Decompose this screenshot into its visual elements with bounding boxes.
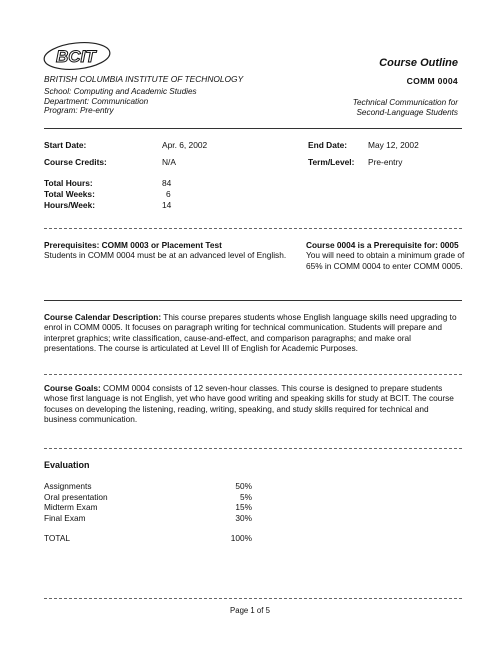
document-title: Course Outline [379,57,458,69]
total-weeks-label: Total Weeks: [44,189,95,199]
divider [44,300,462,301]
institute-name: BRITISH COLUMBIA INSTITUTE OF TECHNOLOGY [44,74,244,84]
evaluation-total-label: TOTAL [44,533,70,543]
evaluation-row [44,492,252,502]
school-info [44,87,197,116]
course-goals [44,383,462,424]
total-hours-value: 84 [162,178,172,188]
prerequisites-section [44,240,292,261]
total-hours-label: Total Hours: [44,178,93,188]
hours-per-week-value: 14 [162,200,172,210]
course-credits-value: N/A [162,157,176,167]
goals-label: Course Goals: [44,383,101,393]
term-level-label: Term/Level: [308,157,355,167]
evaluation-item-value: 30% [235,513,252,523]
start-date-value: Apr. 6, 2002 [162,140,208,150]
subtitle-line-1: Technical Communication for [352,98,458,107]
divider [44,374,462,375]
total-weeks-value: 6 [166,189,171,199]
evaluation-row [44,502,252,512]
evaluation-total-value: 100% [230,533,252,543]
description-text: This course prepares students whose English language skills need upgrading to enrol in COMM 0005. It focuses on paragraph writing for technical communication. Students will prepare and interpret graphics; write classification, cause-and-effect, and comparison paragraphs; and make oral presentations. The course is articulated at Level III of English for Academic Purposes. [44,312,457,353]
page-number: Page 1 of 5 [230,606,270,615]
evaluation-item-value: 50% [235,481,252,491]
term-level-value: Pre-entry [368,157,403,167]
prerequisite-for-text: You will need to obtain a minimum grade of 65% in COMM 0004 to enter COMM 0005. [306,250,465,271]
evaluation-total-row [44,533,252,543]
subtitle-line-2: Second-Language Students [356,107,458,117]
svg-text:BCIT: BCIT [56,47,96,66]
bcit-logo [42,40,112,74]
school-line: School: Computing and Academic Studies [44,87,197,96]
course-credits-label: Course Credits: [44,157,107,167]
description-label: Course Calendar Description: [44,312,162,322]
evaluation-item-label: Oral presentation [44,492,108,502]
divider [44,598,462,599]
prerequisite-for-section [306,240,466,271]
program-line: Program: Pre-entry [44,106,114,116]
end-date-value: May 12, 2002 [368,140,419,150]
course-calendar-description [44,312,462,353]
prerequisites-heading: Prerequisites: COMM 0003 or Placement Test [44,240,222,250]
evaluation-item-value: 15% [235,502,252,512]
evaluation-item-label: Midterm Exam [44,502,98,512]
end-date-label: End Date: [308,140,348,150]
evaluation-item-label: Final Exam [44,513,86,523]
prerequisites-text: Students in COMM 0004 must be at an advanced level of English. [44,250,287,261]
goals-text: COMM 0004 consists of 12 seven-hour classes. This course is designed to prepare students whose first language is not English, yet who have good writing and speaking skills for study at BCIT. The course focuses on developing the listening, reading, writing, speaking, and study skills required for technical and business communication. [44,383,454,424]
evaluation-row [44,513,252,523]
start-date-label: Start Date: [44,140,87,150]
course-subtitle [353,98,458,117]
hours-per-week-label: Hours/Week: [44,200,96,210]
evaluation-title: Evaluation [44,460,90,470]
evaluation-item-value: 5% [240,492,252,502]
course-code: COMM 0004 [406,76,458,86]
prerequisite-for-heading: Course 0004 is a Prerequisite for: 0005 [306,240,459,250]
evaluation-item-label: Assignments [44,481,92,491]
department-line: Department: Communication [44,96,149,106]
divider [44,128,462,129]
divider [44,448,462,449]
divider [44,228,462,229]
evaluation-row [44,481,252,491]
